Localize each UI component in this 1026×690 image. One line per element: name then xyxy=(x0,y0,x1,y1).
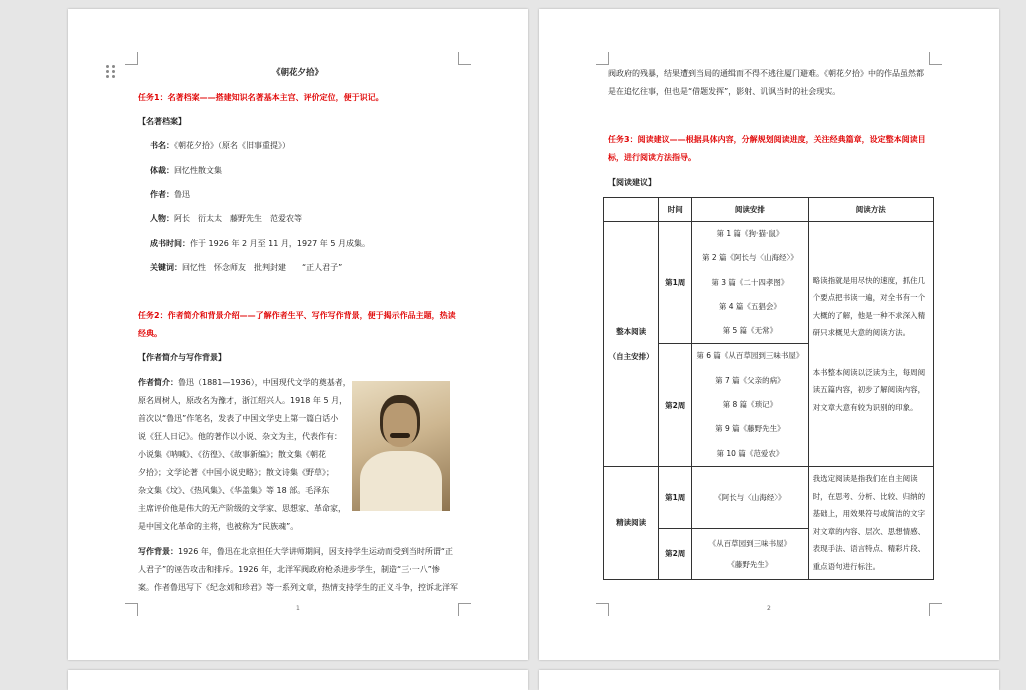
week-cell: 第1周 xyxy=(659,466,692,528)
margin-mark xyxy=(458,52,471,65)
margin-mark xyxy=(458,603,471,616)
task3-heading-cont: 标，进行阅读方法指导。 xyxy=(608,153,696,162)
list-item: 第 2 篇《阿长与〈山海经〉》 xyxy=(702,253,798,263)
group-cell: 整本阅读 （自主安排） xyxy=(604,222,659,467)
task2-heading: 任务2：作者简介和背景介绍——了解作者生平、写作写作背景，便于揭示作品主题，热读 xyxy=(138,311,456,320)
bio-line: 说《狂人日记》。他的著作以小说、杂文为主，代表作有： xyxy=(138,432,342,441)
archive-value: 回忆性 怀念师友 批判封建 “正人君子” xyxy=(182,263,343,272)
margin-mark xyxy=(596,52,609,65)
schedule-cell xyxy=(692,344,808,466)
list-item: 第 7 篇《父亲的病》 xyxy=(715,375,785,385)
archive-value: 鲁迅 xyxy=(174,190,190,199)
method-cell: 我选定阅读是指我们在自主阅读时，在思考、分析、比较、归纳的基础上，用效果符号或简洁的文字对文章的内容、层次、思想情感、表现手法、语言特点、精彩片段、重点语句进行标注。 xyxy=(808,466,933,579)
schedule-cell xyxy=(692,528,808,579)
intro-line: 是在追忆往事，但也是“借题发挥”，影射、讥讽当时的社会现实。 xyxy=(608,87,841,96)
table-header-cell: 时间 xyxy=(659,198,692,222)
bio-heading: 【作者简介与写作背景】 xyxy=(138,353,226,362)
table-row xyxy=(604,222,934,344)
archive-label: 关键词： xyxy=(150,263,182,272)
archive-item xyxy=(150,165,222,176)
archive-value: 回忆性散文集 xyxy=(174,166,222,175)
bio-line: 小说集《呐喊》、《彷徨》、《故事新编》；散文集《朝花 xyxy=(138,450,326,459)
document-page-1 xyxy=(68,9,528,660)
document-page-3 xyxy=(68,670,528,690)
archive-label: 成书时间： xyxy=(150,239,190,248)
list-item: 《从百草园到三味书屋》 xyxy=(708,538,792,548)
method-cell: 略读指就是用尽快的速度，抓住几个要点把书读一遍，对全书有一个大概的了解，他是一种不求深入精研只求概见大意的阅读方法。 本书整本阅读以泛读为主，每周阅读五篇内容，初步了解阅读内容，对文章大意有较为识别的印象。 xyxy=(808,222,933,467)
bg-line: 案。作者鲁迅写下《纪念刘和珍君》等一系列文章，热情支持学生的正义斗争，控诉北洋军 xyxy=(138,583,458,592)
drag-handle-icon[interactable] xyxy=(106,65,116,79)
list-item: 第 8 篇《琐记》 xyxy=(722,400,778,410)
margin-mark xyxy=(125,603,138,616)
margin-mark xyxy=(929,52,942,65)
bg-line: 人君子”的诬告攻击和排斥。1926 年，北洋军阀政府枪杀进步学生，制造“三·一八”惨 xyxy=(138,565,440,574)
archive-label: 书名： xyxy=(150,141,174,150)
archive-item xyxy=(150,238,370,249)
task3-heading: 任务3：阅读建议——根据具体内容，分解规划阅读进度，关注经典篇章，设定整本阅读目 xyxy=(608,135,926,144)
table-row xyxy=(604,466,934,528)
margin-mark xyxy=(929,603,942,616)
list-item: 《藤野先生》 xyxy=(727,559,773,569)
archive-label: 人物： xyxy=(150,214,174,223)
bio-line: 杂文集《坟》、《热风集》、《华盖集》等 18 部。毛泽东 xyxy=(138,486,330,495)
bio-line: 是中国文化革命的主将，也被称为“民族魂”。 xyxy=(138,522,299,531)
group-cell: 精读阅读 xyxy=(604,466,659,579)
list-item: 第 1 篇《狗·猫·鼠》 xyxy=(716,229,784,238)
archive-label: 作者： xyxy=(150,190,174,199)
task1-heading: 任务1：名著档案——搭建知识名著基本主宫、评价定位，便于识记。 xyxy=(138,93,384,102)
archive-item xyxy=(150,213,302,224)
archive-value: 《朝花夕拾》（原名《旧事重提》） xyxy=(174,141,290,150)
bio-label: 作者简介： xyxy=(138,378,178,387)
list-item: 第 10 篇《范爱农》 xyxy=(716,448,784,458)
advice-heading: 【阅读建议】 xyxy=(608,178,656,187)
list-item: 第 9 篇《藤野先生》 xyxy=(715,424,785,434)
page-number: 1 xyxy=(296,605,300,612)
schedule-cell: 《阿长与〈山海经〉》 xyxy=(692,466,808,528)
archive-label: 体裁： xyxy=(150,166,174,175)
margin-mark xyxy=(596,603,609,616)
archive-value: 作于 1926 年 2 月至 11 月，1927 年 5 月成集。 xyxy=(190,239,370,248)
bio-line: 作者简介：鲁迅（1881—1936），中国现代文学的奠基者， xyxy=(138,378,351,387)
week-cell: 第2周 xyxy=(659,528,692,579)
archive-heading: 【名著档案】 xyxy=(138,117,186,126)
page-number: 2 xyxy=(767,605,771,612)
week-cell: 第2周 xyxy=(659,344,692,466)
margin-mark xyxy=(125,52,138,65)
bg-label: 写作背景： xyxy=(138,547,178,556)
list-item: 第 6 篇《从百草园到三味书屋》 xyxy=(696,351,804,361)
schedule-cell xyxy=(692,222,808,344)
list-item: 第 5 篇《无常》 xyxy=(722,326,778,336)
table-header-cell: 阅读安排 xyxy=(692,198,808,222)
document-title: 《朝花夕拾》 xyxy=(272,68,324,78)
archive-item xyxy=(150,140,290,151)
week-cell: 第1周 xyxy=(659,222,692,344)
bio-line: 夕拾》；文学论著《中国小说史略》；散文诗集《野草》； xyxy=(138,468,334,477)
table-header-cell: 阅读方法 xyxy=(808,198,933,222)
bio-line: 首次以“鲁迅”作笔名，发表了中国文学史上第一篇白话小 xyxy=(138,414,339,423)
list-item: 第 4 篇《五猖会》 xyxy=(718,301,781,311)
task2-heading-cont: 经典。 xyxy=(138,329,162,338)
bio-line: 主席评价他是伟大的无产阶级的文学家、思想家、革命家， xyxy=(138,504,346,513)
bio-line: 原名周树人，原改名为豫才，浙江绍兴人。1918 年 5 月， xyxy=(138,396,348,405)
bg-line: 写作背景：1926 年，鲁迅在北京担任大学讲师期间，因支持学生运动而受到当时所谓“正 xyxy=(138,547,454,556)
table-header-row xyxy=(604,198,934,222)
intro-line: 阀政府的残暴，结果遭到当局的通缉而不得不逃往厦门避难。《朝花夕拾》中的作品虽然都 xyxy=(608,69,924,78)
list-item: 第 3 篇《二十四孝图》 xyxy=(711,277,789,287)
archive-item xyxy=(150,189,190,200)
document-page-4 xyxy=(539,670,999,690)
author-portrait-image xyxy=(352,381,450,511)
reading-plan-table xyxy=(603,197,934,580)
archive-item xyxy=(150,262,342,273)
archive-value: 阿长 衍太太 藤野先生 范爱农等 xyxy=(174,214,302,223)
table-header-cell xyxy=(604,198,659,222)
